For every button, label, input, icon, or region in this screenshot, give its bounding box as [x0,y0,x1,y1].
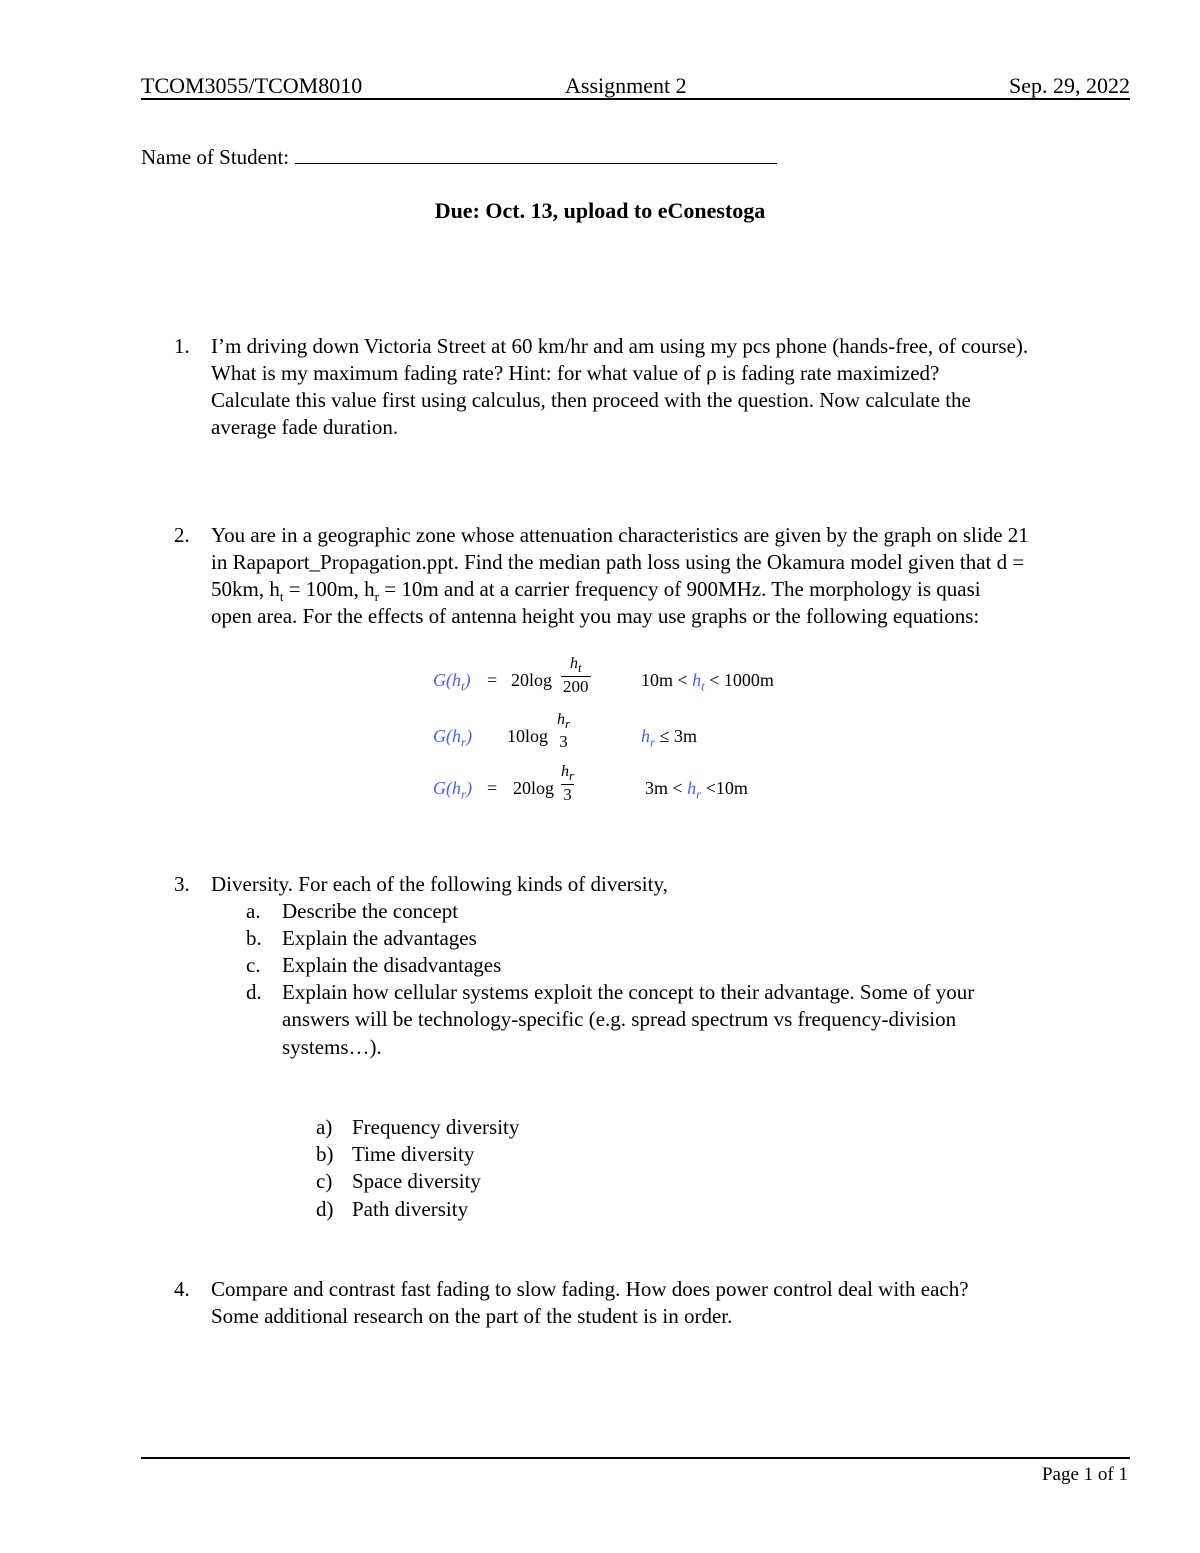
diversity-kind: Time diversity [352,1142,475,1166]
header-rule [141,98,1130,100]
diversity-kind: Path diversity [352,1197,469,1221]
question-1-line: What is my maximum fading rate? Hint: for what value of ρ is fading rate maximized? [211,361,940,385]
diversity-letter: a) [316,1115,333,1139]
question-3-number: 3. [174,872,190,896]
course-code: TCOM3055/TCOM8010 [141,73,363,98]
question-3-intro: Diversity. For each of the following kinds of diversity, [211,872,668,896]
subitem-letter: d. [246,980,262,1004]
question-1-line: I’m driving down Victoria Street at 60 km/hr and am using my pcs phone (hands-free, of course). [211,334,1029,358]
question-4-number: 4. [174,1277,190,1301]
diversity-letter: b) [316,1142,334,1166]
question-2-line: 50km, $h_t = 100m$, $h_r = 10m$ and at a carrier frequency of 900MHz. The morphology is quasi [211,577,981,605]
student-name-blank [295,143,777,164]
subitem-text: Describe the concept [282,899,459,923]
diversity-letter: c) [316,1169,333,1193]
question-4-line: Some additional research on the part of the student is in order. [211,1304,733,1328]
subitem-text: systems…). [282,1035,382,1059]
footer-rule [141,1457,1130,1459]
subitem-text: Explain how cellular systems exploit the concept to their advantage. Some of your [282,980,975,1004]
diversity-kind: Space diversity [352,1169,481,1193]
equation-ht: $G(h_t)$ = 20log $\frac{h_t}{200}$ $10m < h_t < 1000m$ [433,655,774,697]
question-1-line: Calculate this value first using calculus, then proceed with the question. Now calculate the [211,388,971,412]
subitem-text: Explain the advantages [282,926,477,950]
subitem-letter: c. [246,953,261,977]
equation-hr-mid: $G(h_r)$ = 20log $\frac{h_r}{3}$ $3m < h_r <10m$ [433,763,748,805]
due-line: Due: Oct. 13, upload to eConestoga [434,198,766,223]
diversity-letter: d) [316,1197,334,1221]
question-2-number: 2. [174,523,190,547]
equation-hr-low: $G(h_r)$ 10log $h_r$ 3 $h_r \le 3m$ [433,711,697,752]
question-1-line: average fade duration. [211,415,399,439]
student-name-label: Name of Student: [141,145,290,169]
question-2-line: open area. For the effects of antenna height you may use graphs or the following equations: [211,604,980,628]
subitem-letter: a. [246,899,261,923]
question-1-number: 1. [174,334,190,358]
subitem-letter: b. [246,926,262,950]
question-4-line: Compare and contrast fast fading to slow fading. How does power control deal with each? [211,1277,969,1301]
student-name-row [141,143,777,171]
subitem-text: answers will be technology-specific (e.g. spread spectrum vs frequency-division [282,1007,957,1031]
page-number: Page 1 of 1 [1041,1464,1128,1485]
assignment-title: Assignment 2 [565,73,687,98]
question-2-line: in Rapaport_Propagation.ppt. Find the median path loss using the Okamura model given that d = [211,550,1025,574]
subitem-text: Explain the disadvantages [282,953,502,977]
question-2-line: You are in a geographic zone whose attenuation characteristics are given by the graph on slide 21 [211,523,1029,547]
header-date: Sep. 29, 2022 [1009,73,1130,98]
diversity-kind: Frequency diversity [352,1115,520,1139]
